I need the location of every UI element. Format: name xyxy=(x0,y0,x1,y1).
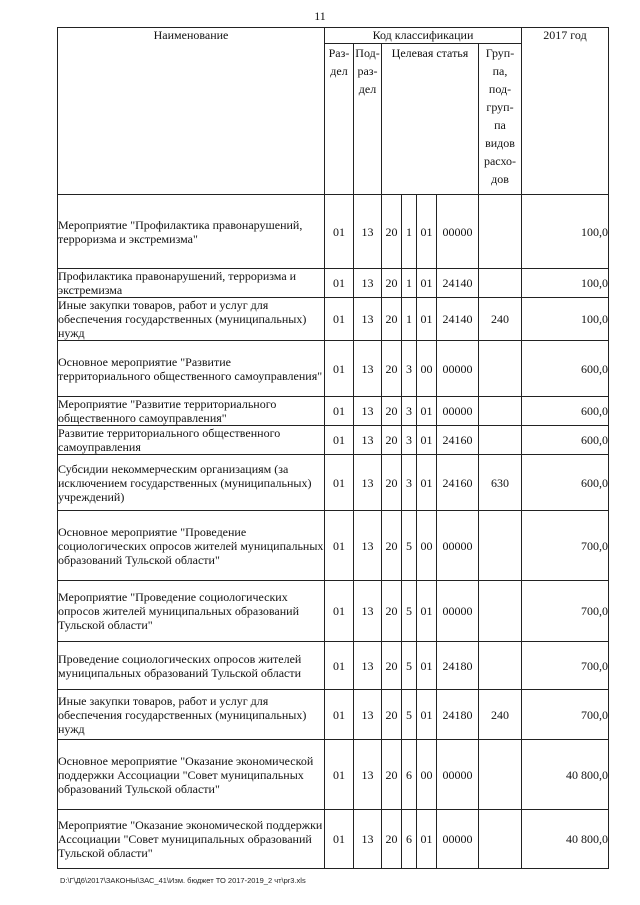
page-number: 11 xyxy=(314,9,326,23)
row-razdel: 01 xyxy=(325,341,354,397)
table-row xyxy=(58,426,609,455)
row-cs2: 5 xyxy=(402,581,417,642)
row-cs3: 00 xyxy=(417,740,437,810)
row-cs4: 24140 xyxy=(437,269,479,298)
row-name: Мероприятие "Профилактика правонарушений, терроризма и экстремизма" xyxy=(58,195,325,269)
row-cs2: 6 xyxy=(402,810,417,869)
table-row xyxy=(58,455,609,511)
row-amount: 700,0 xyxy=(522,581,609,642)
row-vr xyxy=(479,581,522,642)
row-razdel: 01 xyxy=(325,426,354,455)
row-cs2: 5 xyxy=(402,642,417,690)
row-amount: 700,0 xyxy=(522,642,609,690)
row-cs2: 5 xyxy=(402,511,417,581)
row-vr xyxy=(479,511,522,581)
row-cs2: 5 xyxy=(402,690,417,740)
header-classification-code: Код классификации xyxy=(325,28,522,44)
row-cs3: 01 xyxy=(417,581,437,642)
budget-table xyxy=(57,27,609,869)
row-amount: 40 800,0 xyxy=(522,810,609,869)
row-cs1: 20 xyxy=(382,397,402,426)
row-cs1: 20 xyxy=(382,195,402,269)
row-podrazdel: 13 xyxy=(354,426,382,455)
row-razdel: 01 xyxy=(325,642,354,690)
row-vr xyxy=(479,397,522,426)
row-vr xyxy=(479,740,522,810)
file-path-footer: D:\Г\Д6\2017\ЗАКОНЫ\ЗАС_41\Изм. бюджет ТО 2017-2019_2 чт\pr3.xls xyxy=(60,876,306,885)
row-cs4: 24180 xyxy=(437,690,479,740)
row-amount: 600,0 xyxy=(522,397,609,426)
row-podrazdel: 13 xyxy=(354,810,382,869)
row-cs1: 20 xyxy=(382,511,402,581)
row-vr xyxy=(479,426,522,455)
row-podrazdel: 13 xyxy=(354,690,382,740)
table-row xyxy=(58,740,609,810)
row-cs3: 01 xyxy=(417,690,437,740)
row-amount: 100,0 xyxy=(522,298,609,341)
row-amount: 700,0 xyxy=(522,511,609,581)
header-section: Раз- дел xyxy=(325,44,354,195)
row-cs2: 1 xyxy=(402,195,417,269)
row-cs1: 20 xyxy=(382,642,402,690)
row-cs3: 01 xyxy=(417,269,437,298)
row-cs1: 20 xyxy=(382,455,402,511)
row-name: Проведение социологических опросов жителей муниципальных образований Тульской области xyxy=(58,642,325,690)
row-cs3: 01 xyxy=(417,195,437,269)
row-razdel: 01 xyxy=(325,298,354,341)
row-amount: 600,0 xyxy=(522,341,609,397)
row-podrazdel: 13 xyxy=(354,740,382,810)
row-cs3: 00 xyxy=(417,511,437,581)
row-cs1: 20 xyxy=(382,426,402,455)
row-cs4: 24180 xyxy=(437,642,479,690)
table-row xyxy=(58,269,609,298)
row-name: Основное мероприятие "Развитие территориального общественного самоуправления" xyxy=(58,341,325,397)
table-row xyxy=(58,397,609,426)
row-cs1: 20 xyxy=(382,298,402,341)
row-name: Основное мероприятие "Оказание экономической поддержки Ассоциации "Совет муниципальных образований Тульской области" xyxy=(58,740,325,810)
header-expense-group: Груп- па, под- груп- па видов расхо- дов xyxy=(479,44,522,195)
table-row xyxy=(58,298,609,341)
row-razdel: 01 xyxy=(325,810,354,869)
row-name: Развитие территориального общественного самоуправления xyxy=(58,426,325,455)
row-cs3: 01 xyxy=(417,426,437,455)
row-cs1: 20 xyxy=(382,341,402,397)
row-amount: 40 800,0 xyxy=(522,740,609,810)
row-vr xyxy=(479,810,522,869)
row-vr: 630 xyxy=(479,455,522,511)
row-cs4: 00000 xyxy=(437,810,479,869)
row-razdel: 01 xyxy=(325,511,354,581)
row-podrazdel: 13 xyxy=(354,269,382,298)
row-name: Иные закупки товаров, работ и услуг для обеспечения государственных (муниципальных) нужд xyxy=(58,298,325,341)
row-cs4: 00000 xyxy=(437,195,479,269)
row-razdel: 01 xyxy=(325,740,354,810)
row-podrazdel: 13 xyxy=(354,195,382,269)
row-cs3: 01 xyxy=(417,810,437,869)
row-name: Мероприятие "Оказание экономической поддержки Ассоциации "Совет муниципальных образований Тульской области" xyxy=(58,810,325,869)
row-name: Мероприятие "Проведение социологических опросов жителей муниципальных образований Тульской области" xyxy=(58,581,325,642)
row-vr xyxy=(479,195,522,269)
row-cs3: 01 xyxy=(417,298,437,341)
row-cs3: 00 xyxy=(417,341,437,397)
row-cs4: 00000 xyxy=(437,341,479,397)
row-cs4: 24160 xyxy=(437,426,479,455)
row-cs2: 3 xyxy=(402,341,417,397)
row-razdel: 01 xyxy=(325,397,354,426)
row-podrazdel: 13 xyxy=(354,642,382,690)
row-cs3: 01 xyxy=(417,455,437,511)
row-razdel: 01 xyxy=(325,269,354,298)
header-subsection: Под- раз- дел xyxy=(354,44,382,195)
table-row xyxy=(58,690,609,740)
row-cs1: 20 xyxy=(382,581,402,642)
row-cs4: 00000 xyxy=(437,397,479,426)
row-cs1: 20 xyxy=(382,269,402,298)
row-podrazdel: 13 xyxy=(354,581,382,642)
row-cs3: 01 xyxy=(417,397,437,426)
row-podrazdel: 13 xyxy=(354,298,382,341)
row-cs1: 20 xyxy=(382,690,402,740)
row-podrazdel: 13 xyxy=(354,397,382,426)
table-row xyxy=(58,341,609,397)
row-cs2: 3 xyxy=(402,426,417,455)
row-podrazdel: 13 xyxy=(354,511,382,581)
row-name: Мероприятие "Развитие территориального общественного самоуправления" xyxy=(58,397,325,426)
row-vr xyxy=(479,642,522,690)
row-amount: 600,0 xyxy=(522,426,609,455)
row-razdel: 01 xyxy=(325,581,354,642)
row-cs1: 20 xyxy=(382,810,402,869)
row-vr: 240 xyxy=(479,690,522,740)
header-target-article: Целевая статья xyxy=(382,44,479,195)
table-row xyxy=(58,581,609,642)
table-row xyxy=(58,810,609,869)
row-amount: 100,0 xyxy=(522,269,609,298)
table-row xyxy=(58,511,609,581)
row-razdel: 01 xyxy=(325,195,354,269)
row-vr xyxy=(479,341,522,397)
row-cs2: 1 xyxy=(402,269,417,298)
table-row xyxy=(58,195,609,269)
row-podrazdel: 13 xyxy=(354,455,382,511)
row-cs2: 1 xyxy=(402,298,417,341)
row-vr: 240 xyxy=(479,298,522,341)
table-row xyxy=(58,642,609,690)
row-vr xyxy=(479,269,522,298)
row-name: Иные закупки товаров, работ и услуг для обеспечения государственных (муниципальных) нужд xyxy=(58,690,325,740)
row-cs2: 6 xyxy=(402,740,417,810)
row-cs2: 3 xyxy=(402,397,417,426)
row-cs4: 24140 xyxy=(437,298,479,341)
row-razdel: 01 xyxy=(325,690,354,740)
row-name: Основное мероприятие "Проведение социологических опросов жителей муниципальных образований Тульской области" xyxy=(58,511,325,581)
header-name: Наименование xyxy=(58,28,325,195)
row-cs4: 00000 xyxy=(437,511,479,581)
row-cs4: 00000 xyxy=(437,581,479,642)
row-razdel: 01 xyxy=(325,455,354,511)
row-cs2: 3 xyxy=(402,455,417,511)
row-cs4: 24160 xyxy=(437,455,479,511)
row-name: Субсидии некоммерческим организациям (за исключением государственных (муниципальных) учреждений) xyxy=(58,455,325,511)
row-amount: 600,0 xyxy=(522,455,609,511)
row-cs1: 20 xyxy=(382,740,402,810)
row-amount: 100,0 xyxy=(522,195,609,269)
row-cs4: 00000 xyxy=(437,740,479,810)
row-podrazdel: 13 xyxy=(354,341,382,397)
row-cs3: 01 xyxy=(417,642,437,690)
row-amount: 700,0 xyxy=(522,690,609,740)
row-name: Профилактика правонарушений, терроризма и экстремизма xyxy=(58,269,325,298)
header-year: 2017 год xyxy=(522,28,609,195)
